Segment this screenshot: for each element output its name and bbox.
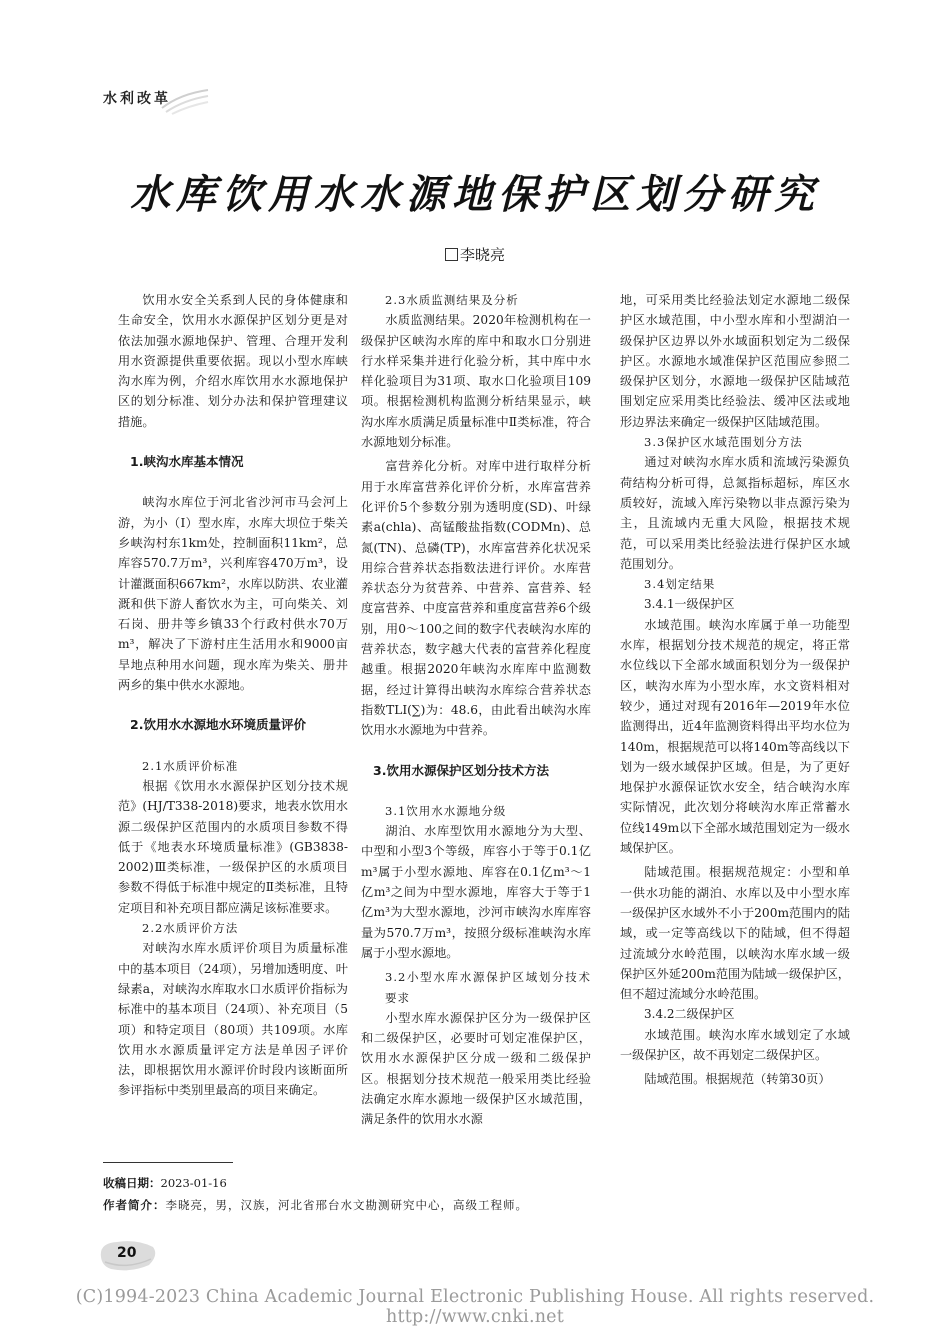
- author-box-icon: [445, 248, 458, 261]
- second-level-water-paragraph: 水域范围。峡沟水库水域划定了水域一级保护区，故不再划定二级保护区。: [620, 1027, 850, 1062]
- author-bio: [103, 1197, 528, 1213]
- section-tag-decoration: [160, 86, 210, 116]
- received-date-value: 2023-01-16: [160, 1176, 227, 1190]
- first-level-water-paragraph: 水域范围。峡沟水库属于单一功能型水库，根据划分技术规范的规定，将正常水位线以下全部水域面积划分为一级保护区，峡沟水库为小型水库，水文资料相对较少，通过对现有2016年—2019年水位监测得出，近4年监测资料得出平均水位为140m，根据规范可以将140m等高线以下划为一级水域保护区域。但是，为了更好地保护水源保证饮水安全，结合峡沟水库实际情况，此次划分将峡沟水库正常蓄水位线149m以下全部水域范围划定为一级水域保护区。: [620, 617, 850, 856]
- intro-paragraph: 饮用水安全关系到人民的身体健康和生命安全，饮用水水源保护区划分更是对依法加强水源地保护、管理、合理开发利用水资源提供重要依据。现以小型水库峡沟水库为例，介绍水库饮用水水源地保护区的划分标准、划分办法和保护管理建议措施。: [118, 293, 348, 429]
- technical-requirements-paragraph: 小型水库水源保护区分为一级保护区和二级保护区，必要时可划定准保护区，饮用水水源保护区分成一级和二级保护区。根据划分技术规范一般采用类比经验法确定水库水源地一级保护区水域范围，满足条件的饮用水水源: [361, 1010, 591, 1127]
- copyright-watermark: (C)1994-2023 China Academic Journal Electronic Publishing House. All rights reserved. http://www.cnki.net: [75, 1287, 875, 1327]
- section-tag: 水利改革: [103, 91, 171, 107]
- author-bio-value: 李晓亮，男，汉族，河北省邢台水文勘测研究中心，高级工程师。: [165, 1198, 528, 1212]
- subheading-technical-requirements: 3.2小型水库水源保护区域划分技术要求: [385, 970, 591, 1005]
- subheading-second-level-zone: 3.4.2二级保护区: [644, 1007, 735, 1022]
- column-2: [361, 290, 591, 1130]
- continued-paragraph: 地，可采用类比经验法划定水源地二级保护区水域范围，中小型水库和小型湖泊一级保护区边界以外水域面积划定为二级保护区。水源地水域准保护区范围应参照二级保护区划分，水源地一级保护区陆域范围划定应采用类比经验法、缓冲区法或地形边界法来确定一级保护区陆域范围。: [620, 293, 850, 429]
- subheading-monitoring-results: 2.3水质监测结果及分析: [385, 293, 519, 307]
- subheading-water-range-method: 3.3保护区水域范围划分方法: [644, 435, 803, 450]
- subheading-quality-standard: 2.1水质评价标准: [142, 758, 239, 773]
- basic-info-paragraph: 峡沟水库位于河北省沙河市马会河上游，为小（Ⅰ）型水库，水库大坝位于柴关乡峡沟村东1km处，控制面积11km²，总库容570.7万m³，兴利库容470万m³，设计灌溉面积667km²，水库以防洪、农业灌溉和供下游人畜饮水为主，可向柴关、刘石岗、册井等乡镇33个行政村供水70万m³，解决了下游村庄生活用水和9000亩旱地点种用水问题，现水库为柴关、册井两乡的集中供水水源地。: [118, 495, 348, 693]
- water-range-method-paragraph: 通过对峡沟水库水质和流域污染源负荷结构分析可得，总氮指标超标，库区水质较好，流域入库污染物以非点源污染为主，且流域内无重大风险，根据技术规范，可以采用类比经验法进行保护区水域范围划分。: [620, 455, 850, 571]
- received-date: [103, 1175, 227, 1191]
- footnote-divider: [103, 1162, 233, 1163]
- subheading-division-results: 3.4划定结果: [644, 577, 716, 592]
- page-number: 20: [117, 1245, 137, 1261]
- subheading-first-level-zone: 3.4.1一级保护区: [644, 597, 735, 612]
- second-level-land-paragraph: 陆域范围。根据规范（转第30页）: [644, 1072, 831, 1087]
- quality-standard-paragraph: 根据《饮用水水源保护区划分技术规范》(HJ/T338-2018)要求，地表水饮用水源二级保护区范围内的水质项目参数不得低于《地表水环境质量标准》(GB3838-2002)Ⅲ类标准，一级保护区的水质项目参数不得低于标准中规定的Ⅱ类标准，且特定项目和补充项目都应满足该标准要求。: [118, 778, 348, 915]
- article-title: 水库饮用水水源地保护区划分研究: [130, 172, 820, 218]
- first-level-land-paragraph: 陆域范围。根据规范规定：小型和单一供水功能的湖泊、水库以及中小型水库一级保护区水域外不小于200m范围内的陆域，或一定等高线以下的陆域，但不得超过流域分水岭范围，以峡沟水库水域一级保护区外延200m范围为陆域一级保护区，但不超过流域分水岭范围。: [620, 865, 850, 1002]
- monitoring-results-paragraph: 水质监测结果。2020年检测机构在一级保护区峡沟水库的库中和取水口分别进行水样采集并进行化验分析，其中库中水样化验项目为31项、取水口化验项目109项。根据检测机构监测分析结果显示，峡沟水库水质满足质量标准中Ⅱ类标准，符合水源地划分标准。: [361, 313, 591, 450]
- heading-technical-method: 3.饮用水源保护区划分技术方法: [373, 762, 549, 778]
- author-bio-label: 作者简介：: [103, 1198, 166, 1212]
- author-name: 李晓亮: [459, 246, 505, 264]
- source-grading-paragraph: 湖泊、水库型饮用水源地分为大型、中型和小型3个等级，库容小于等于0.1亿m³属于小型水源地、库容在0.1亿m³～1亿m³之间为中型水源地，库容大于等于1亿m³为大型水源地，沙河市峡沟水库库容量为570.7万m³，按照分级标准峡沟水库属于小型水源地。: [361, 824, 591, 960]
- eutrophication-paragraph: 富营养化分析。对库中进行取样分析用于水库富营养化评价分析，水库富营养化评价5个参数分别为透明度(SD)、叶绿素a(chla)、高锰酸盐指数(CODMn)、总氮(TN)、总磷(TP)，水库富营养化状况采用综合营养状态指数法进行评价。水库营养状态分为贫营养、中营养、富营养、轻度富营养、中度富营养和重度富营养6个级别，用0～100之间的数字代表峡沟水库的营养状态，数字越大代表的富营养化程度越重。根据2020年峡沟水库库中监测数据，经过计算得出峡沟水库综合营养状态指数TLI(∑)为：48.6，由此看出峡沟水库饮用水水源地为中营养。: [361, 459, 591, 738]
- column-1: [118, 290, 348, 1101]
- author-line: [0, 244, 950, 265]
- received-date-label: 收稿日期：: [103, 1176, 161, 1190]
- evaluation-method-paragraph: 对峡沟水库水质评价项目为质量标准中的基本项目（24项），另增加透明度、叶绿素a，对峡沟水库取水口水质评价指标为标准中的基本项目（24项）、补充项目（5项）和特定项目（80项）共109项。水库饮用水水源质量评定方法是单因子评价法，即根据饮用水源评价时段内该断面所参评指标中类别里最高的项目来确定。: [118, 941, 348, 1098]
- column-3: [620, 290, 850, 1090]
- subheading-evaluation-method: 2.2水质评价方法: [142, 921, 239, 936]
- subheading-source-grading: 3.1饮用水水源地分级: [385, 803, 507, 818]
- heading-water-environment: 2.饮用水水源地水环境质量评价: [130, 717, 306, 733]
- heading-basic-info: 1.峡沟水库基本情况: [130, 454, 244, 470]
